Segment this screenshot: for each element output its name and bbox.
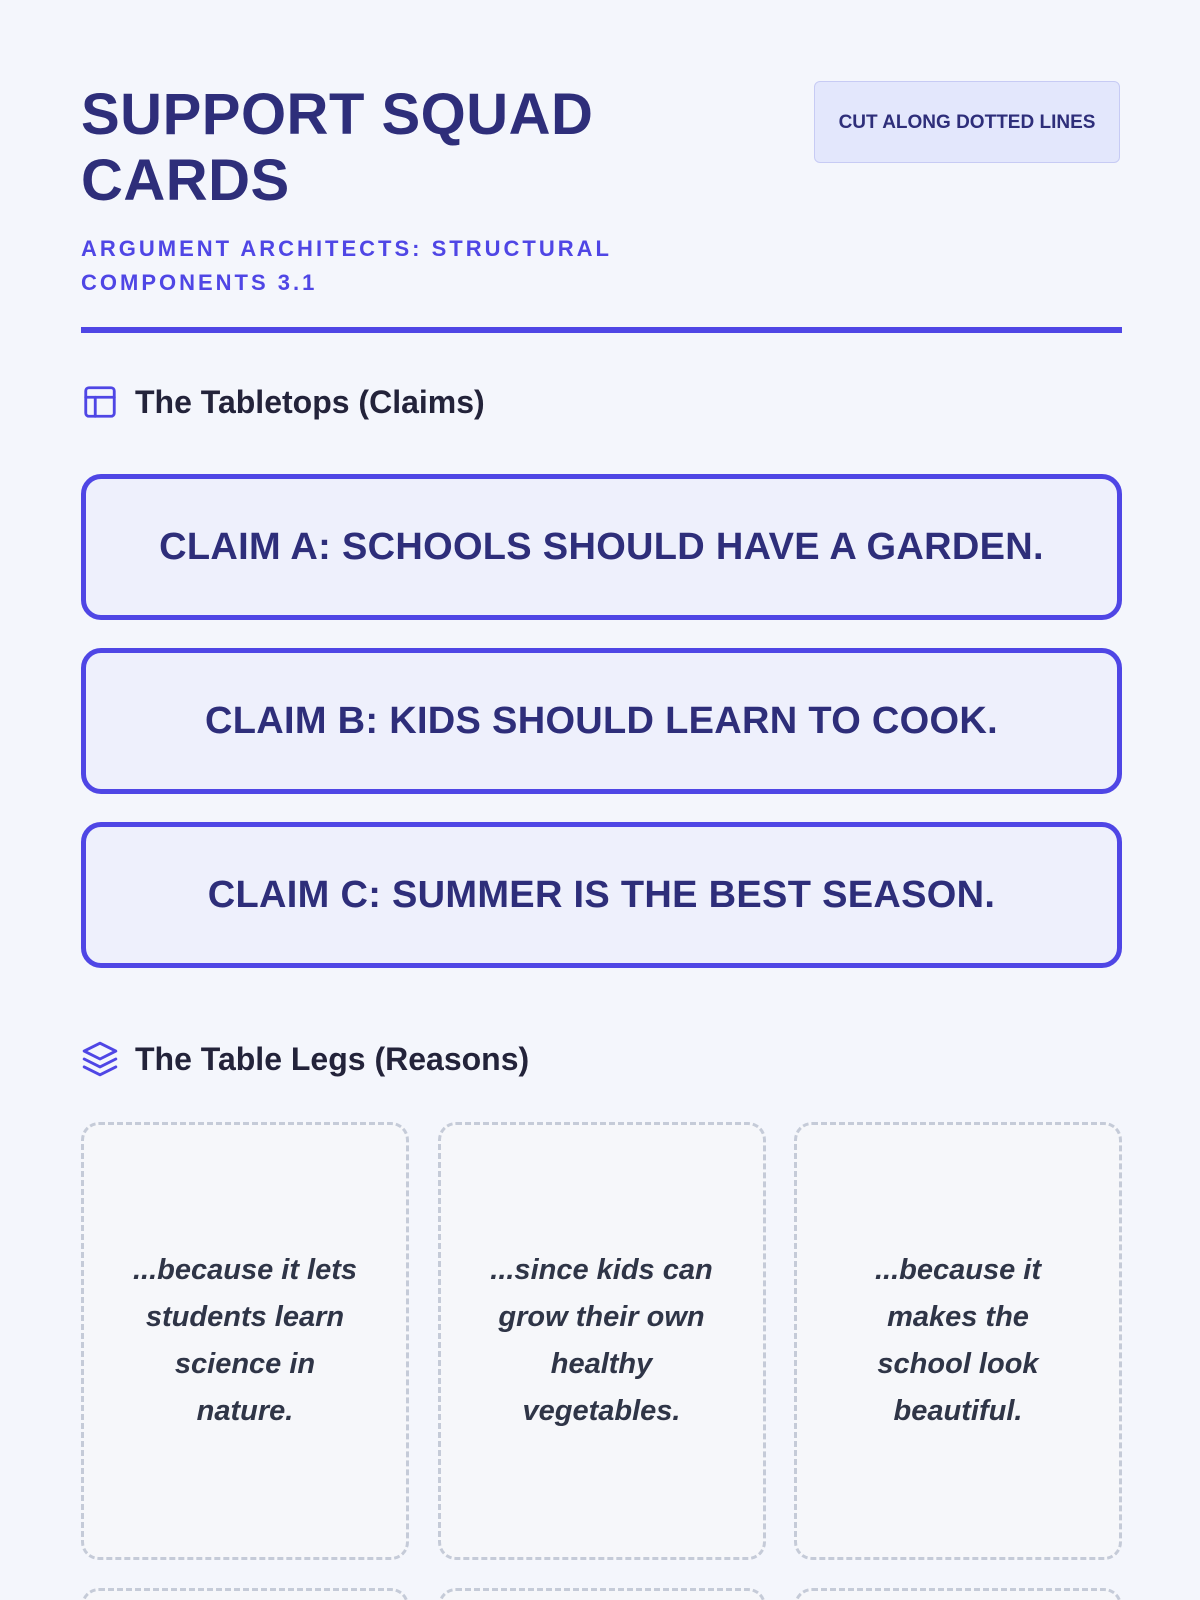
claims-section-heading <box>81 383 485 421</box>
page-subtitle: ARGUMENT ARCHITECTS: STRUCTURAL COMPONENTS 3.1 <box>81 236 612 295</box>
reason-card-partial <box>81 1588 409 1600</box>
reason-card: ...because it lets students learn science in nature. <box>81 1122 409 1560</box>
claim-card: CLAIM C: SUMMER IS THE BEST SEASON. <box>81 822 1122 968</box>
reason-card-partial <box>794 1588 1122 1600</box>
reasons-section-heading <box>81 1040 529 1078</box>
claims-list <box>81 474 1122 996</box>
reason-card-partial <box>438 1588 766 1600</box>
reason-card: ...since kids can grow their own healthy vegetables. <box>438 1122 766 1560</box>
claim-card: CLAIM A: SCHOOLS SHOULD HAVE A GARDEN. <box>81 474 1122 620</box>
claims-section-title: The Tabletops (Claims) <box>135 383 485 420</box>
reasons-grid <box>81 1122 1122 1560</box>
header-divider <box>81 327 1122 333</box>
reason-card: ...because it makes the school look beautiful. <box>794 1122 1122 1560</box>
layout-icon <box>81 383 119 421</box>
claim-card: CLAIM B: KIDS SHOULD LEARN TO COOK. <box>81 648 1122 794</box>
layers-icon <box>81 1040 119 1078</box>
reasons-grid-next-row <box>81 1588 1122 1600</box>
page-title: SUPPORT SQUAD CARDS <box>81 82 594 213</box>
cut-instruction-badge: CUT ALONG DOTTED LINES <box>814 81 1120 163</box>
reasons-section-title: The Table Legs (Reasons) <box>135 1040 530 1077</box>
